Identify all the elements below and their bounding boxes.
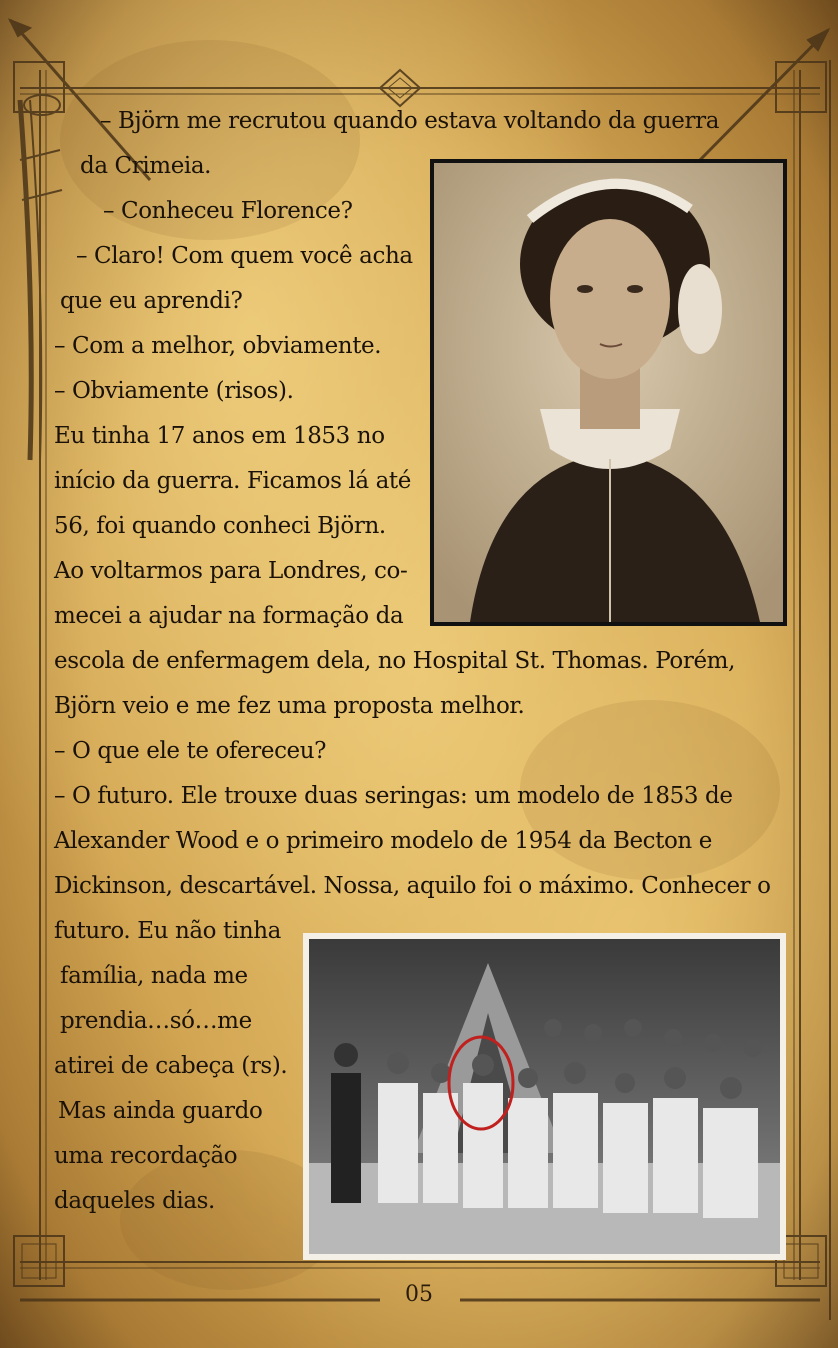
- text-line: – O que ele te ofereceu?: [54, 738, 327, 764]
- text-line: Ao voltarmos para Londres, co-: [54, 558, 408, 584]
- text-line: futuro. Eu não tinha: [54, 918, 281, 944]
- text-line: Alexander Wood e o primeiro modelo de 1954 da Becton e: [54, 828, 712, 854]
- text-line: uma recordação: [54, 1143, 238, 1169]
- text-line: prendia…só…me: [60, 1008, 252, 1034]
- text-line: Eu tinha 17 anos em 1853 no: [54, 423, 385, 449]
- text-line: – O futuro. Ele trouxe duas seringas: um modelo de 1853 de: [54, 783, 733, 809]
- text-line: Björn veio e me fez uma proposta melhor.: [54, 693, 525, 719]
- text-line: atirei de cabeça (rs).: [54, 1053, 288, 1079]
- text-line: daqueles dias.: [54, 1188, 215, 1214]
- portrait-photo: [430, 159, 787, 626]
- text-line: que eu aprendi?: [60, 288, 243, 314]
- text-line: Dickinson, descartável. Nossa, aquilo foi o máximo. Conhecer o: [54, 873, 771, 899]
- group-photo-image: [303, 933, 786, 1260]
- text-line: – Björn me recrutou quando estava voltando da guerra: [100, 108, 720, 134]
- text-line: escola de enfermagem dela, no Hospital St. Thomas. Porém,: [54, 648, 735, 674]
- text-line: mecei a ajudar na formação da: [54, 603, 404, 629]
- text-line: – Com a melhor, obviamente.: [54, 333, 382, 359]
- text-line: da Crimeia.: [80, 153, 212, 179]
- page-number: 05: [405, 1282, 433, 1307]
- text-line: – Conheceu Florence?: [103, 198, 353, 224]
- portrait-image: [430, 159, 787, 626]
- text-line: família, nada me: [60, 963, 248, 989]
- text-line: início da guerra. Ficamos lá até: [54, 468, 411, 494]
- group-photo: [303, 933, 786, 1260]
- text-line: 56, foi quando conheci Björn.: [54, 513, 386, 539]
- text-line: – Claro! Com quem você acha: [76, 243, 413, 269]
- text-line: Mas ainda guardo: [58, 1098, 263, 1124]
- text-line: – Obviamente (risos).: [54, 378, 294, 404]
